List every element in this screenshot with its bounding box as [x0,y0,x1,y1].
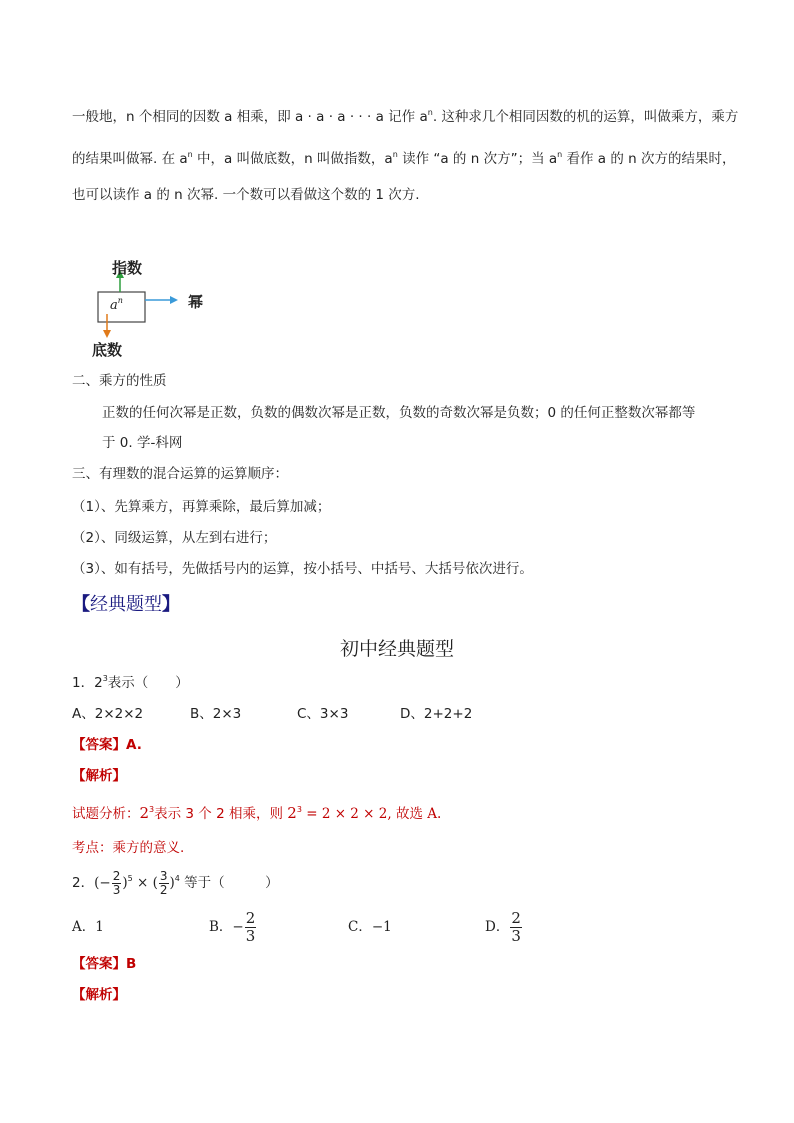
frac-num: 3 [159,868,168,883]
bracket-left: 【 [72,594,90,615]
intro-line-1 [72,107,738,127]
diagram-base: a [110,298,118,313]
q2-stem-text: 等于（ ） [179,875,279,891]
answer-value: B [126,956,137,972]
superscript: n [427,108,433,117]
intro-text: 看作 a 的 n 次方的结果时， [562,151,736,167]
q1-stem-text: 表示（ ） [107,675,189,691]
diagram-base-label: 底数 [92,341,123,359]
superscript: 3 [296,805,302,814]
superscript: 3 [149,805,155,814]
frac-den: 3 [511,927,521,945]
q2-option-d [485,910,523,945]
q1-option-a: A、2×2×2 [72,706,144,722]
q1-analysis-detail [72,803,441,824]
answer-value: A. [126,737,142,753]
section2-title: 二、乘方的性质 [72,373,167,389]
option-label: B．− [209,919,244,935]
answer-label: 【答案】 [72,737,126,753]
superscript: 4 [174,874,180,883]
frac-den: 3 [112,882,121,897]
detail-text: 表示 3 个 2 相乘，则 [154,806,288,822]
q1-stem [72,673,189,693]
superscript: 3 [102,674,108,683]
q2-option-c: C．−1 [348,919,392,935]
detail-text: 试题分析： [72,806,140,822]
classic-heading [72,593,180,617]
paren: ) [122,875,128,891]
intro-line-3: 也可以读作 a 的 n 次幂. 一个数可以看做这个数的 1 次方. [72,187,420,203]
q1-kaodian: 考点：乘方的意义. [72,840,185,856]
fraction [159,870,169,897]
diagram-power-label: 幂 [188,293,204,311]
frac-den: 3 [245,927,256,945]
intro-line-2 [72,149,736,169]
answer-label: 【答案】 [72,956,126,972]
bracket-right: 】 [162,594,180,615]
section3-item-2: （2）、同级运算，从左到右进行； [72,530,277,546]
paren: (− [94,875,111,891]
q1-analysis-label: 【解析】 [72,768,126,784]
superscript: n [392,150,398,159]
superscript: 5 [127,874,133,883]
q2-stem [72,868,279,898]
intro-text: 一般地，n 个相同的因数 a 相乘，即 a · a · a · · · a 记作 a [72,109,428,125]
section3-item-3: （3）、如有括号，先做括号内的运算，按小括号、中括号、大括号依次进行。 [72,561,533,577]
power-diagram [90,256,230,361]
superscript: n [557,150,563,159]
paren: ) [169,875,175,891]
detail-math: 2 [139,804,150,822]
detail-math: 2 [287,804,297,822]
frac-num: 2 [511,909,521,927]
intro-text: 的结果叫做幂. 在 a [72,151,188,167]
frac-num: 2 [112,868,121,883]
q1-stem-text: 1．2 [72,675,103,691]
classic-heading-text: 经典题型 [90,594,162,615]
q2-answer [72,954,136,974]
superscript: n [187,150,193,159]
section2-body-1: 正数的任何次幂是正数，负数的偶数次幂是正数，负数的奇数次幂是负数；0 的任何正整数次幂都等 [102,405,696,421]
times-sign: × ( [132,875,158,891]
q1-option-d: D、2+2+2 [400,706,473,722]
q2-option-a: A．1 [72,919,104,935]
option-label: D． [485,919,510,935]
section3-item-1: （1）、先算乘方，再算乘除，最后算加减； [72,499,331,515]
q2-analysis-label: 【解析】 [72,987,126,1003]
intro-text: . 这种求几个相同因数的机的运算，叫做乘方，乘方 [432,109,739,125]
q1-answer [72,735,142,755]
q1-option-c: C、3×3 [297,706,349,722]
diagram-exp: n [117,296,123,305]
frac-den: 2 [159,882,168,897]
diagram-exponent-label: 指数 [112,259,143,277]
q1-option-b: B、2×3 [190,706,242,722]
intro-text: 读作 “a 的 n 次方”；当 a [397,151,558,167]
intro-text: 中，a 叫做底数，n 叫做指数，a [192,151,393,167]
section3-title: 三、有理数的混合运算的运算顺序： [72,466,288,482]
center-title: 初中经典题型 [339,638,454,660]
frac-num: 2 [245,909,256,927]
fraction [510,910,522,945]
fraction [112,870,122,897]
detail-math: = 2 × 2 × 2, 故选 A. [301,806,442,822]
q2-option-b [209,910,257,945]
right-arrow-icon [170,296,178,304]
section2-body-2: 于 0. 学-科网 [102,435,183,451]
diagram-a-n [110,298,123,313]
down-arrow-icon [103,330,111,338]
q2-number: 2． [72,875,95,891]
fraction [245,910,257,945]
